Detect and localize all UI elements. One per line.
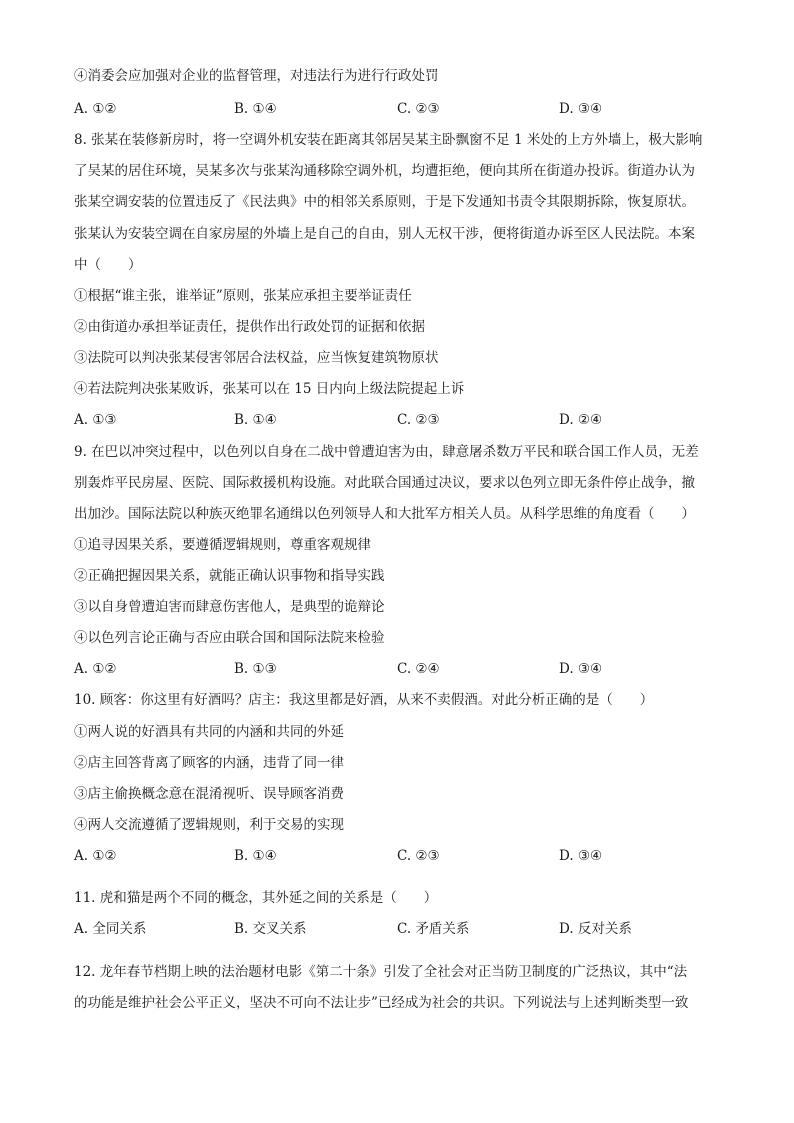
q8-stem-line-4: 张某认为安装空调在自家房屋的外墙上是自己的自由，别人无权干涉，便将街道办诉至区人民法院。本案 bbox=[74, 226, 695, 242]
q9-option-b: B. ①③ bbox=[234, 661, 277, 677]
q7-statement-4: ④消委会应加强对企业的监督管理，对违法行为进行行政处罚 bbox=[74, 68, 439, 84]
q8-stem-line-1: 8. 张某在装修新房时，将一空调外机安装在距离其邻居吴某主卧飘窗不足 1 米处的上方外墙上，极大影响 bbox=[74, 132, 703, 148]
q12-stem-line-1: 12. 龙年春节档期上映的法治题材电影《第二十条》引发了全社会对正当防卫制度的广泛热议，其中“法 bbox=[74, 964, 688, 980]
q9-stem-line-1: 9. 在巴以冲突过程中，以色列以自身在二战中曾遭迫害为由，肆意屠杀数万平民和联合国工作人员，无差 bbox=[74, 444, 699, 460]
q10-option-a: A. ①② bbox=[74, 848, 117, 864]
q7-option-b: B. ①④ bbox=[234, 101, 277, 117]
q9-option-a: A. ①② bbox=[74, 661, 117, 677]
q10-option-d: D. ③④ bbox=[559, 848, 603, 864]
q11-option-c: C. 矛盾关系 bbox=[397, 921, 470, 937]
q9-stem-line-3: 出加沙。国际法院以种族灭绝罪名通缉以色列领导人和大批军方相关人员。从科学思维的角度看（ ） bbox=[74, 506, 695, 522]
q10-statement-4: ④两人交流遵循了逻辑规则，利于交易的实现 bbox=[74, 817, 344, 833]
q10-statement-2: ②店主回答背离了顾客的内涵，违背了同一律 bbox=[74, 755, 344, 771]
q7-option-c: C. ②③ bbox=[397, 101, 440, 117]
q11-option-a: A. 全同关系 bbox=[74, 921, 147, 937]
q11-stem-line-1: 11. 虎和猫是两个不同的概念，其外延之间的关系是（ ） bbox=[74, 890, 438, 906]
q9-option-c: C. ②④ bbox=[397, 661, 440, 677]
q10-statement-3: ③店主偷换概念意在混淆视听、误导顾客消费 bbox=[74, 786, 344, 802]
q8-statement-2: ②由街道办承担举证责任，提供作出行政处罚的证据和依据 bbox=[74, 319, 425, 335]
q8-option-d: D. ②④ bbox=[559, 412, 603, 428]
q8-option-c: C. ②③ bbox=[397, 412, 440, 428]
q8-option-b: B. ①④ bbox=[234, 412, 277, 428]
q8-statement-4: ④若法院判决张某败诉，张某可以在 15 日内向上级法院提起上诉 bbox=[74, 381, 465, 397]
q8-statement-3: ③法院可以判决张某侵害邻居合法权益，应当恢复建筑物原状 bbox=[74, 350, 439, 366]
q8-option-a: A. ①③ bbox=[74, 412, 117, 428]
q9-stem-line-2: 别轰炸平民房屋、医院、国际救援机构设施。对此联合国通过决议，要求以色列立即无条件停止战争，撤 bbox=[74, 475, 695, 491]
q10-option-c: C. ②③ bbox=[397, 848, 440, 864]
q7-option-d: D. ③④ bbox=[559, 101, 603, 117]
q9-statement-4: ④以色列言论正确与否应由联合国和国际法院来检验 bbox=[74, 630, 385, 646]
q7-option-a: A. ①② bbox=[74, 101, 117, 117]
q10-option-b: B. ①④ bbox=[234, 848, 277, 864]
q10-statement-1: ①两人说的好酒具有共同的内涵和共同的外延 bbox=[74, 724, 344, 740]
q9-option-d: D. ③④ bbox=[559, 661, 603, 677]
q9-statement-1: ①追寻因果关系，要遵循逻辑规则，尊重客观规律 bbox=[74, 537, 371, 553]
q11-option-b: B. 交叉关系 bbox=[234, 921, 307, 937]
q8-stem-line-2: 了吴某的居住环境，吴某多次与张某沟通移除空调外机，均遭拒绝，便向其所在街道办投诉。街道办认为 bbox=[74, 163, 695, 179]
q8-stem-line-5: 中（ ） bbox=[74, 257, 142, 273]
q10-stem-line-1: 10. 顾客：你这里有好酒吗？店主：我这里都是好酒，从来不卖假酒。对此分析正确的是（ ） bbox=[74, 692, 654, 708]
q9-statement-3: ③以自身曾遭迫害而肆意伤害他人，是典型的诡辩论 bbox=[74, 599, 385, 615]
q11-option-d: D. 反对关系 bbox=[559, 921, 632, 937]
q12-stem-line-2: 的功能是维护社会公平正义，坚决不可向不法让步”已经成为社会的共识。下列说法与上述判断类型一致 bbox=[74, 995, 689, 1011]
q8-statement-1: ①根据“谁主张，谁举证”原则，张某应承担主要举证责任 bbox=[74, 288, 412, 304]
q9-statement-2: ②正确把握因果关系，就能正确认识事物和指导实践 bbox=[74, 568, 385, 584]
q8-stem-line-3: 张某空调安装的位置违反了《民法典》中的相邻关系原则，于是下发通知书责令其限期拆除，恢复原状。 bbox=[74, 194, 695, 210]
